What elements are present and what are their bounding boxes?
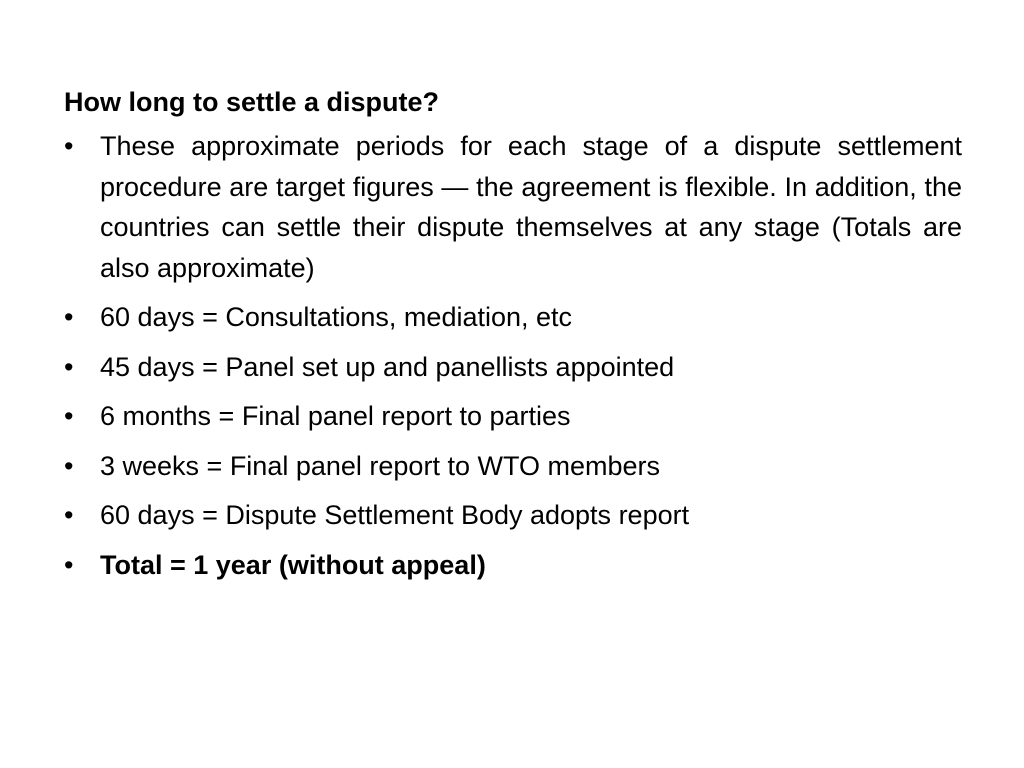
bullet-item-report-parties	[64, 396, 962, 437]
bullet-text: These approximate periods for each stage of a dispute settlement procedure are target figures — the agreement is flexible. In addition, the countries can settle their dispute themselves at any stage (Totals are also approximate)	[100, 131, 962, 283]
bullet-text: 6 months = Final panel report to parties	[100, 401, 571, 431]
bullet-icon: •	[64, 401, 74, 431]
bullet-item-panel-setup	[64, 347, 962, 388]
bullet-text: 60 days = Dispute Settlement Body adopts report	[100, 500, 690, 530]
bullet-icon: •	[64, 450, 74, 481]
bullet-text: 60 days = Consultations, mediation, etc	[100, 302, 573, 332]
bullet-icon: •	[64, 351, 74, 382]
bullet-item-report-members	[64, 446, 962, 487]
bullet-icon: •	[64, 500, 74, 530]
bullet-icon: •	[64, 302, 74, 332]
bullet-icon: •	[64, 549, 74, 580]
slide-title: How long to settle a dispute?	[64, 87, 440, 117]
bullet-text: 45 days = Panel set up and panellists appointed	[100, 351, 675, 382]
bullet-item-intro	[64, 126, 962, 288]
bullet-icon: •	[64, 131, 74, 161]
bullet-text: Total = 1 year (without appeal)	[100, 549, 486, 580]
bullet-item-consultations	[64, 297, 962, 338]
bullet-text: 3 weeks = Final panel report to WTO members	[100, 450, 660, 481]
bullet-item-total	[64, 545, 962, 586]
slide-content	[64, 82, 962, 594]
bullet-list	[64, 126, 962, 585]
bullet-item-dsb-adopts	[64, 495, 962, 536]
